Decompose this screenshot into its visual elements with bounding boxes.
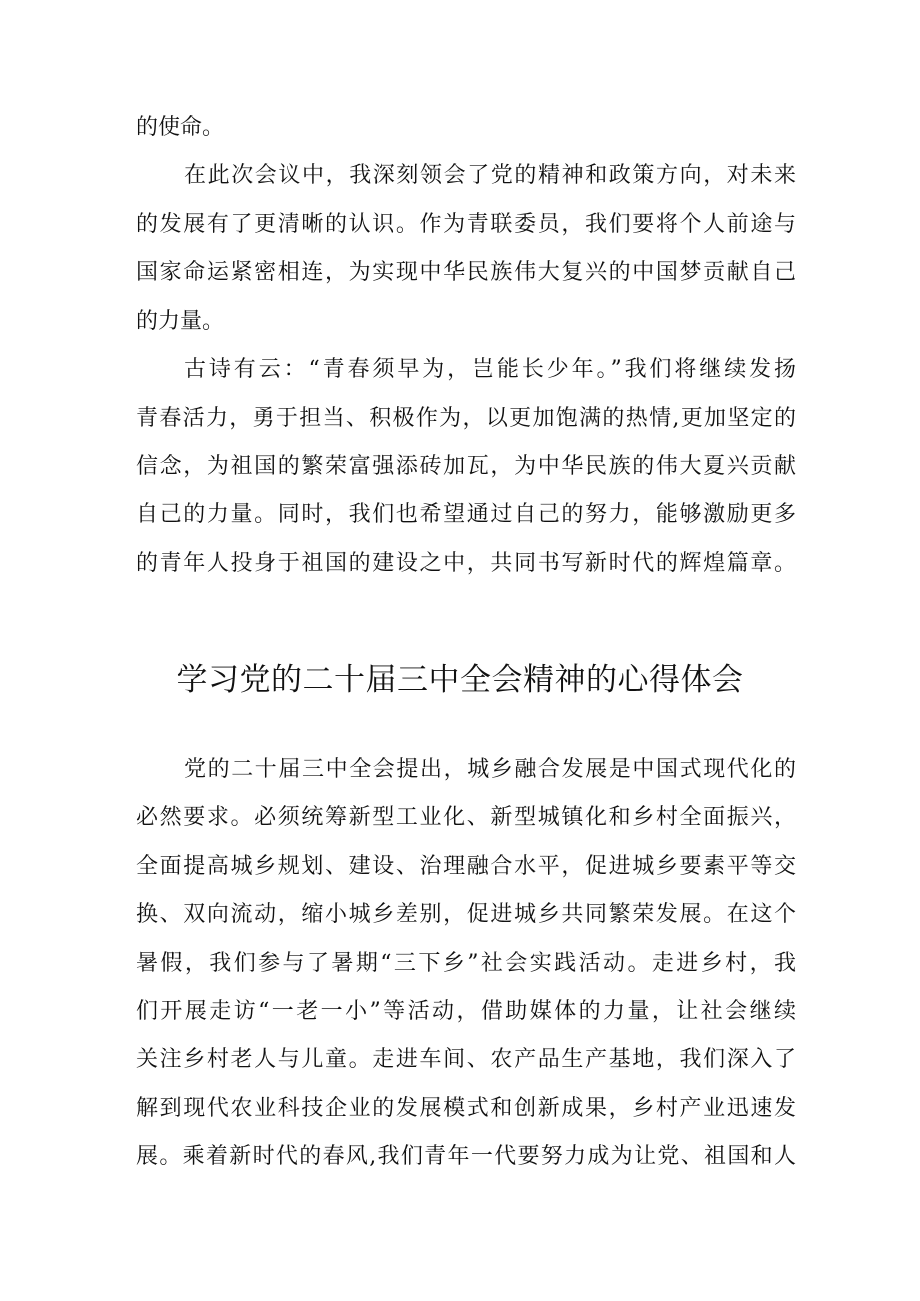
text-line: 自己的力量。同时，我们也希望通过自己的努力，能够激励更多 [136, 502, 796, 527]
text-line: 换、双向流动，缩小城乡差别，促进城乡共同繁荣发展。在这个 [136, 902, 796, 927]
section-heading: 学习党的二十届三中全会精神的心得体会 [176, 662, 744, 698]
text-line: 必然要求。必须统筹新型工业化、新型城镇化和乡村全面振兴， [136, 805, 796, 830]
text-line: 国家命运紧密相连，为实现中华民族伟大复兴的中国梦贡献自己 [136, 260, 796, 285]
text-line: 全面提高城乡规划、建设、治理融合水平，促进城乡要素平等交 [136, 854, 796, 879]
text-line: 的发展有了更清晰的认识。作为青联委员，我们要将个人前途与 [136, 212, 796, 237]
text-line: 解到现代农业科技企业的发展模式和创新成果，乡村产业迅速发 [136, 1096, 796, 1121]
text-line: 暑假，我们参与了暑期“三下乡”社会实践活动。走进乡村，我 [136, 951, 796, 976]
text-line: 们开展走访“一老一小”等活动，借助媒体的力量，让社会继续 [136, 999, 796, 1024]
text-line: 展。乘着新时代的春风,我们青年一代要努力成为让党、祖国和人 [136, 1144, 796, 1169]
text-line: 在此次会议中，我深刻领会了党的精神和政策方向，对未来 [184, 163, 796, 188]
text-line: 关注乡村老人与儿童。走进车间、农产品生产基地，我们深入了 [136, 1047, 796, 1072]
text-line: 的使命。 [136, 115, 225, 140]
text-line: 信念，为祖国的繁荣富强添砖加瓦，为中华民族的伟大夏兴贡献 [136, 454, 796, 479]
text-line: 青春活力，勇于担当、积极作为，以更加饱满的热情,更加坚定的 [136, 406, 796, 431]
text-line: 的力量。 [136, 309, 225, 334]
text-line: 党的二十届三中全会提出，城乡融合发展是中国式现代化的 [184, 757, 796, 782]
text-line: 的青年人投身于祖国的建设之中，共同书写新时代的辉煌篇章。 [136, 551, 796, 576]
text-line: 古诗有云：“青春须早为，岂能长少年。”我们将继续发扬 [184, 357, 796, 382]
